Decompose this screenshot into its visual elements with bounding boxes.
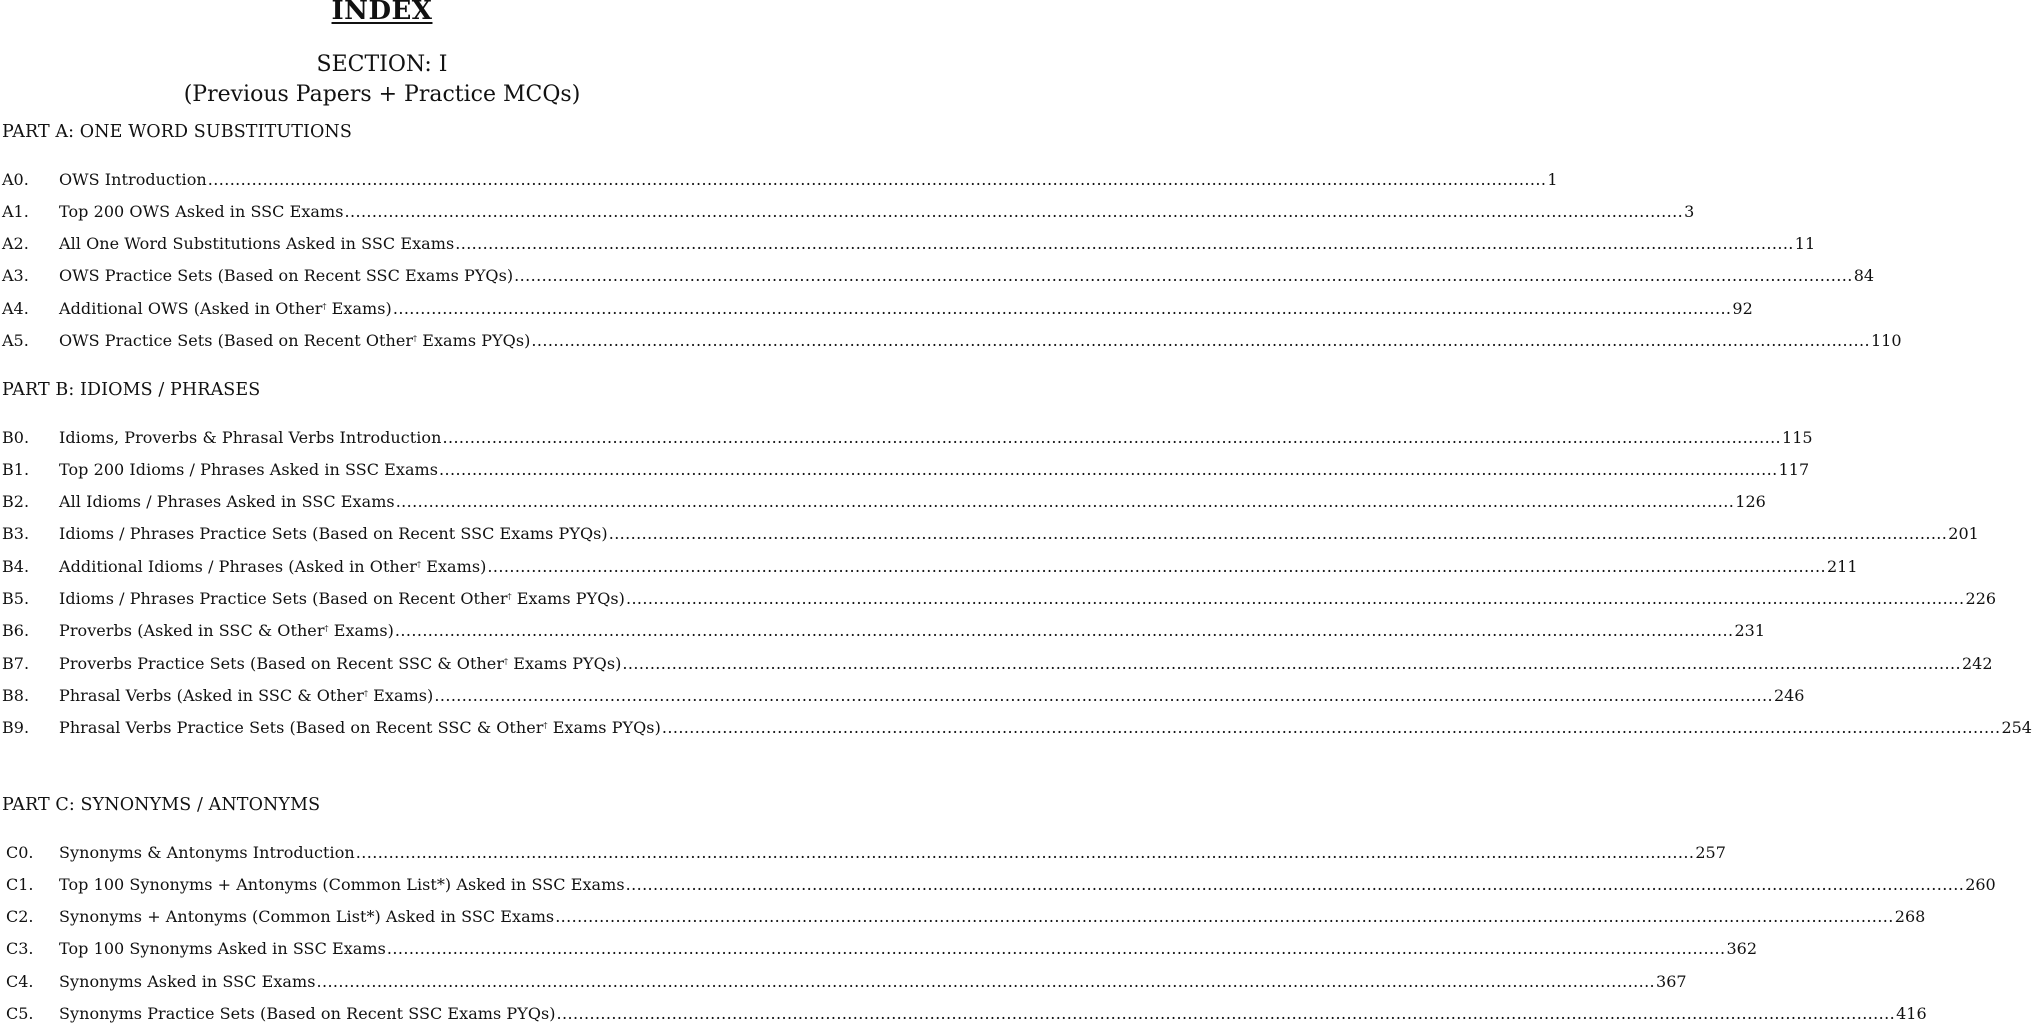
entry-title: Top 100 Synonyms Asked in SSC Exams <box>59 939 386 958</box>
dot-leader <box>434 686 1773 705</box>
toc-entry[interactable] <box>0 718 2032 742</box>
dot-leader <box>626 589 1965 608</box>
toc-entry[interactable] <box>0 428 1813 452</box>
dot-leader <box>531 331 1870 350</box>
entry-page: 362 <box>1726 939 1757 958</box>
entry-code: B4. <box>2 557 30 576</box>
entry-code: C1. <box>6 875 34 894</box>
dot-leader <box>609 524 1948 543</box>
entry-title: Synonyms + Antonyms (Common List*) Asked in SSC Exams <box>59 907 555 926</box>
entry-page: 84 <box>1853 266 1875 285</box>
toc-entry[interactable] <box>0 939 1757 963</box>
entry-title: Phrasal Verbs (Asked in SSC & Other† Exams) <box>59 686 434 705</box>
entry-title: OWS Practice Sets (Based on Recent SSC Exams PYQs) <box>59 266 514 285</box>
toc-entry[interactable] <box>0 234 1816 258</box>
entry-title: OWS Practice Sets (Based on Recent Other† Exams PYQs) <box>59 331 531 350</box>
entry-code: A5. <box>2 331 29 350</box>
toc-entry[interactable] <box>0 1004 1927 1028</box>
section-subtitle: (Previous Papers + Practice MCQs) <box>183 82 581 107</box>
section-title: SECTION: I <box>316 52 448 77</box>
part-c-heading: PART C: SYNONYMS / ANTONYMS <box>2 795 321 815</box>
dot-leader <box>316 972 1655 991</box>
entry-code: B1. <box>2 460 30 479</box>
entry-title: Synonyms Practice Sets (Based on Recent SSC Exams PYQs) <box>59 1004 556 1023</box>
toc-entry[interactable] <box>0 557 1858 581</box>
toc-entry[interactable] <box>0 460 1810 484</box>
toc-entry[interactable] <box>0 492 1766 516</box>
toc-entry[interactable] <box>0 907 1926 931</box>
dot-leader <box>555 907 1894 926</box>
entry-page: 3 <box>1684 202 1695 221</box>
entry-code: C4. <box>6 972 34 991</box>
entry-title: Additional Idioms / Phrases (Asked in Other† Exams) <box>59 557 487 576</box>
toc-entry[interactable] <box>0 843 1726 867</box>
entry-code: A1. <box>2 202 29 221</box>
part-a-heading: PART A: ONE WORD SUBSTITUTIONS <box>2 122 352 142</box>
entry-page: 126 <box>1735 492 1766 511</box>
dot-leader <box>396 492 1735 511</box>
section-heading <box>0 50 764 110</box>
entry-title: Top 100 Synonyms + Antonyms (Common List*) Asked in SSC Exams <box>59 875 625 894</box>
toc-entry[interactable] <box>0 524 1979 548</box>
entry-page: 416 <box>1896 1004 1927 1023</box>
toc-entry[interactable] <box>0 972 1687 996</box>
dot-leader <box>208 170 1547 189</box>
entry-code: A0. <box>2 170 29 189</box>
entry-title: Idioms / Phrases Practice Sets (Based on Recent Other† Exams PYQs) <box>59 589 625 608</box>
entry-title: Synonyms Asked in SSC Exams <box>59 972 316 991</box>
dot-leader <box>442 428 1781 447</box>
entry-title: Synonyms & Antonyms Introduction <box>59 843 355 862</box>
entry-code: A2. <box>2 234 29 253</box>
dot-leader <box>622 654 1961 673</box>
entry-page: 231 <box>1734 621 1766 640</box>
entry-title: All Idioms / Phrases Asked in SSC Exams <box>59 492 395 511</box>
entry-page: 117 <box>1778 460 1810 479</box>
dot-leader <box>514 266 1853 285</box>
entry-page: 268 <box>1894 907 1926 926</box>
dot-leader <box>393 299 1732 318</box>
toc-entry[interactable] <box>0 686 1805 710</box>
entry-code: C3. <box>6 939 34 958</box>
entry-page: 246 <box>1773 686 1805 705</box>
dot-leader <box>662 718 2001 737</box>
entry-page: 110 <box>1870 331 1902 350</box>
entry-code: C0. <box>6 843 34 862</box>
entry-page: 257 <box>1695 843 1726 862</box>
toc-entry[interactable] <box>0 202 1695 226</box>
entry-title: Additional OWS (Asked in Other† Exams) <box>59 299 392 318</box>
entry-title: Top 200 OWS Asked in SSC Exams <box>59 202 344 221</box>
entry-code: A3. <box>2 266 29 285</box>
dot-leader <box>344 202 1683 221</box>
toc-entry[interactable] <box>0 299 1753 323</box>
dot-leader <box>455 234 1794 253</box>
entry-title: Idioms / Phrases Practice Sets (Based on Recent SSC Exams PYQs) <box>59 524 608 543</box>
entry-title: Top 200 Idioms / Phrases Asked in SSC Exams <box>59 460 439 479</box>
toc-entry[interactable] <box>0 621 1766 645</box>
index-title: INDEX <box>331 0 433 26</box>
dot-leader <box>487 557 1826 576</box>
toc-entry[interactable] <box>0 266 1875 290</box>
entry-code: B9. <box>2 718 30 737</box>
entry-title: Proverbs Practice Sets (Based on Recent SSC & Other† Exams PYQs) <box>59 654 622 673</box>
entry-title: All One Word Substitutions Asked in SSC Exams <box>59 234 455 253</box>
toc-entry[interactable] <box>0 331 1902 355</box>
entry-page: 226 <box>1965 589 1997 608</box>
entry-code: B8. <box>2 686 30 705</box>
entry-page: 92 <box>1732 299 1753 318</box>
dot-leader <box>439 460 1778 479</box>
entry-title: OWS Introduction <box>59 170 207 189</box>
toc-entry[interactable] <box>0 170 1558 194</box>
dot-leader <box>557 1004 1896 1023</box>
entry-code: B2. <box>2 492 30 511</box>
entry-code: B6. <box>2 621 30 640</box>
entry-code: B7. <box>2 654 30 673</box>
dot-leader <box>387 939 1726 958</box>
dot-leader <box>395 621 1734 640</box>
entry-page: 254 <box>2001 718 2032 737</box>
entry-page: 115 <box>1782 428 1813 447</box>
entry-page: 211 <box>1826 557 1858 576</box>
entry-code: A4. <box>2 299 29 318</box>
entry-title: Idioms, Proverbs & Phrasal Verbs Introduction <box>59 428 442 447</box>
entry-code: B5. <box>2 589 30 608</box>
entry-code: C2. <box>6 907 34 926</box>
entry-code: C5. <box>6 1004 34 1023</box>
dot-leader <box>626 875 1965 894</box>
entry-code: B3. <box>2 524 30 543</box>
entry-title: Proverbs (Asked in SSC & Other† Exams) <box>59 621 394 640</box>
entry-page: 260 <box>1965 875 1996 894</box>
entry-page: 11 <box>1794 234 1816 253</box>
entry-page: 242 <box>1961 654 1993 673</box>
entry-page: 367 <box>1656 972 1687 991</box>
toc-entry[interactable] <box>0 654 1993 678</box>
dot-leader <box>356 843 1695 862</box>
entry-code: B0. <box>2 428 30 447</box>
entry-title: Phrasal Verbs Practice Sets (Based on Recent SSC & Other† Exams PYQs) <box>59 718 661 737</box>
entry-page: 201 <box>1948 524 1979 543</box>
toc-entry[interactable] <box>0 589 1997 613</box>
entry-page: 1 <box>1547 170 1558 189</box>
part-b-heading: PART B: IDIOMS / PHRASES <box>2 380 261 400</box>
toc-entry[interactable] <box>0 875 1996 899</box>
